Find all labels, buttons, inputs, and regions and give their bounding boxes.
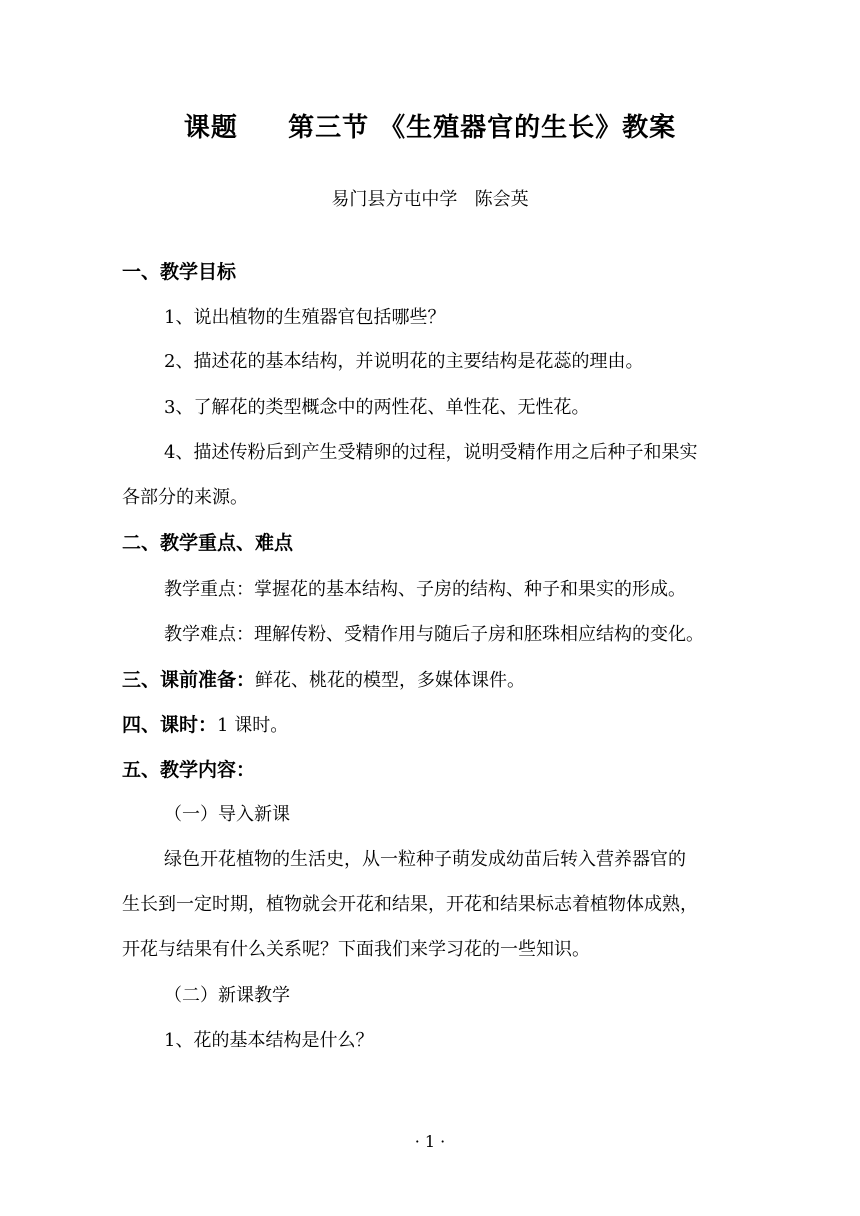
objectives-heading: 一、教学目标: [122, 261, 237, 283]
new-lesson-title: （二）新课教学: [164, 985, 290, 1006]
key-point-focus: 教学重点：掌握花的基本结构、子房的结构、种子和果实的形成。: [164, 579, 686, 600]
objective-item-1: 1、说出植物的生殖器官包括哪些？: [164, 307, 446, 328]
preparation-text: 鲜花、桃花的模型，多媒体课件。: [255, 670, 526, 691]
document-author: 易门县方屯中学 陈会英: [331, 189, 529, 210]
objective-item-3: 3、了解花的类型概念中的两性花、单性花、无性花。: [164, 397, 590, 418]
key-point-difficulty: 教学难点：理解传粉、受精作用与随后子房和胚珠相应结构的变化。: [164, 624, 704, 645]
intro-paragraph-line-2: 生长到一定时期，植物就会开花和结果，开花和结果标志着植物体成熟，: [122, 894, 698, 915]
page-number: · 1 ·: [414, 1132, 446, 1151]
document-title: 课题 第三节 《生殖器官的生长》教案: [183, 113, 677, 143]
objective-item-4-continued: 各部分的来源。: [122, 487, 248, 508]
key-points-heading: 二、教学重点、难点: [122, 532, 294, 554]
intro-title: （一）导入新课: [164, 804, 290, 825]
intro-paragraph-line-3: 开花与结果有什么关系呢？下面我们来学习花的一些知识。: [122, 939, 590, 960]
periods-heading: 四、课时：: [122, 714, 218, 736]
periods-text: 1 课时。: [217, 715, 289, 736]
content-heading: 五、教学内容：: [122, 759, 256, 781]
objective-item-4: 4、描述传粉后到产生受精卵的过程，说明受精作用之后种子和果实: [164, 442, 698, 463]
preparation-heading: 三、课前准备：: [122, 669, 256, 691]
intro-paragraph-line-1: 绿色开花植物的生活史，从一粒种子萌发成幼苗后转入营养器官的: [164, 849, 686, 870]
question-1: 1、花的基本结构是什么？: [164, 1030, 374, 1051]
preparation-line: [122, 667, 762, 694]
objective-item-2: 2、描述花的基本结构，并说明花的主要结构是花蕊的理由。: [164, 351, 644, 372]
periods-line: [122, 712, 762, 739]
